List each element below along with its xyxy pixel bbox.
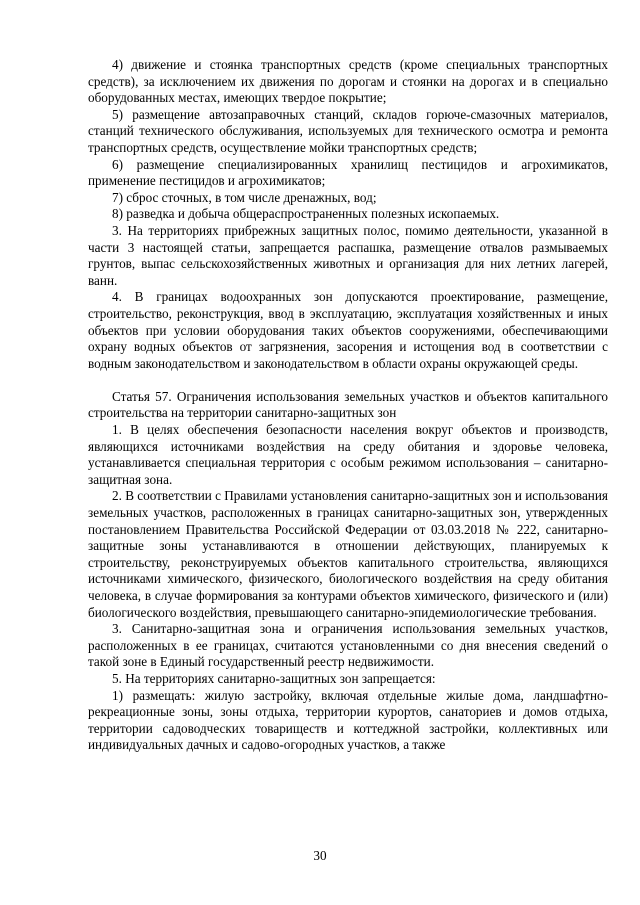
paragraph-57-part-1: 1. В целях обеспечения безопасности населения вокруг объектов и производств, являющихся источниками воздействия на среду обитания и здоровье человека, устанавливается специальная территория с особым режимом использования – санитарно-защитная зона. [88, 422, 608, 487]
paragraph-item-8: 8) разведка и добыча общераспространенных полезных ископаемых. [112, 206, 500, 222]
paragraph-item-5: 5) размещение автозаправочных станций, складов горюче-смазочных материалов, станций технического обслуживания, используемых для технического осмотра и ремонта транспортных средств, осуществление мойки транспортных средств; [88, 106, 608, 155]
paragraph-part-4: 4. В границах водоохранных зон допускаются проектирование, размещение, строительство, реконструкция, ввод в эксплуатацию, эксплуатация хозяйственных и иных объектов при условии оборудования таких объектов сооружениями, обеспечивающими охрану водных объектов от загрязнения, засорения и истощения вод в соответствии с водным законодательством и законодательством в области охраны окружающей среды. [88, 289, 608, 371]
document-body [88, 57, 608, 754]
article-57-heading: Статья 57. Ограничения использования земельных участков и объектов капитального строительства на территории санитарно-защитных зон [88, 388, 608, 421]
paragraph-part-3: 3. На территориях прибрежных защитных полос, помимо деятельности, указанной в части 3 настоящей статьи, запрещается распашка, размещение отвалов размываемых грунтов, выпас сельскохозяйственных животных и организация для них летних лагерей, ванн. [88, 222, 608, 288]
paragraph-57-part-2: 2. В соответствии с Правилами установления санитарно-защитных зон и использования земельных участков, расположенных в границах санитарно-защитных зон, утвержденных постановлением Правительства Российской Федерации от 03.03.2018 № 222, санитарно-защитные зоны устанавливаются в отношении действующих, планируемых к строительству, реконструируемых объектов капитального строительства, являющихся источниками химического, физического, биологического воздействия на среду обитания человека, в случае формирования за контурами объектов химического, физического и (или) биологического воздействия, превышающего санитарно-эпидемиологические требования. [88, 488, 608, 620]
paragraph-item-7: 7) сброс сточных, в том числе дренажных, вод; [112, 189, 377, 205]
paragraph-57-part-3: 3. Санитарно-защитная зона и ограничения использования земельных участков, расположенных в ее границах, считаются установленными со дня внесения сведений о такой зоне в Единый государственный реестр недвижимости. [88, 621, 608, 670]
paragraph-57-part-5-item-1: 1) размещать: жилую застройку, включая отдельные жилые дома, ландшафтно-рекреационные зоны, зоны отдыха, территории курортов, санаториев и домов отдыха, территории садоводческих товариществ и коттеджной застройки, коллективных или индивидуальных дачных и садово-огородных участков, а также [88, 687, 608, 753]
paragraph-item-4: 4) движение и стоянка транспортных средств (кроме специальных транспортных средств), за исключением их движения по дорогам и стоянки на дорогах и в специально оборудованных местах, имеющих твердое покрытие; [88, 57, 608, 106]
page-number: 30 [313, 848, 327, 863]
paragraph-item-6: 6) размещение специализированных хранилищ пестицидов и агрохимикатов, применение пестицидов и агрохимикатов; [88, 156, 608, 189]
paragraph-57-part-5: 5. На территориях санитарно-защитных зон запрещается: [112, 670, 436, 686]
